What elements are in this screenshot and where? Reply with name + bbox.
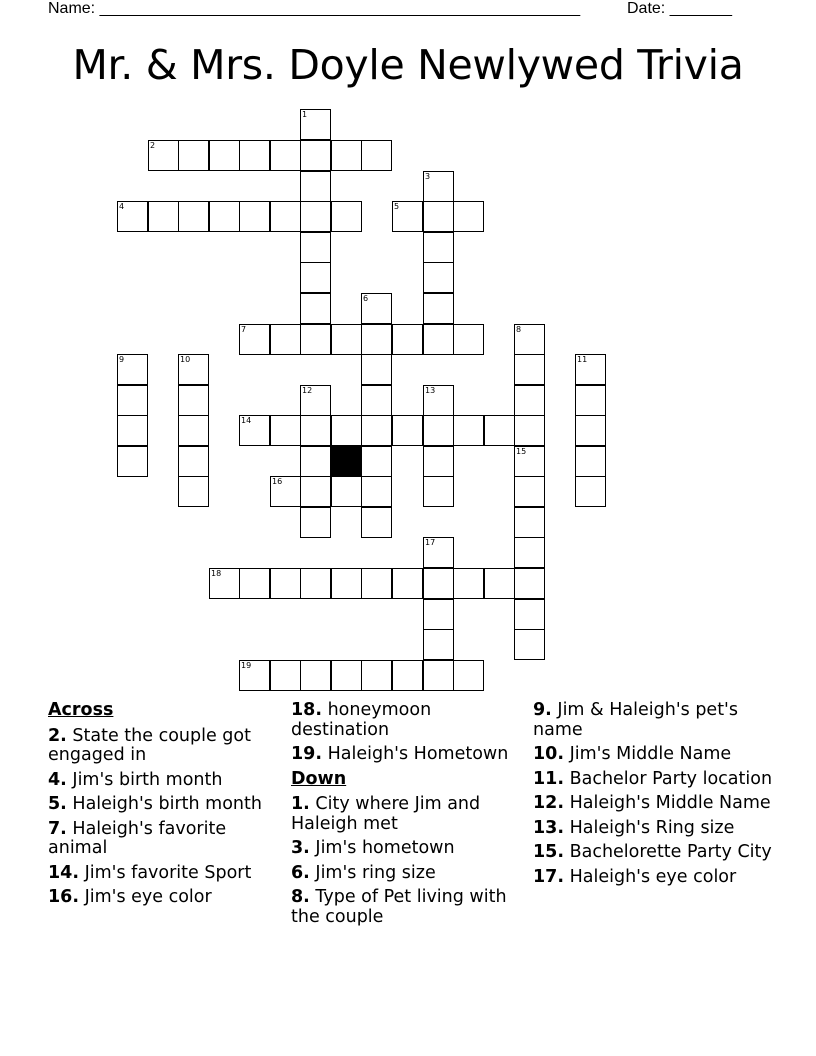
crossword-cell[interactable]: [514, 446, 545, 477]
crossword-cell[interactable]: [300, 568, 331, 599]
across-clue-5: 5. Haleigh's birth month: [48, 794, 262, 814]
crossword-cell[interactable]: [361, 324, 392, 355]
crossword-cell[interactable]: [361, 507, 392, 538]
crossword-cell[interactable]: [270, 415, 301, 446]
crossword-cell[interactable]: [239, 568, 270, 599]
date-field-label: Date: _______: [627, 0, 732, 17]
crossword-cell[interactable]: [453, 415, 484, 446]
crossword-cell[interactable]: [392, 415, 423, 446]
crossword-cell[interactable]: [239, 415, 270, 446]
down-clue-12: 12. Haleigh's Middle Name: [533, 793, 771, 813]
across-clue-16: 16. Jim's eye color: [48, 887, 212, 907]
crossword-cell[interactable]: [514, 354, 545, 385]
crossword-cell[interactable]: [209, 140, 240, 171]
crossword-cell[interactable]: [300, 293, 331, 324]
crossword-cell[interactable]: [300, 415, 331, 446]
crossword-cell[interactable]: [331, 140, 362, 171]
crossword-cell[interactable]: [575, 476, 606, 507]
crossword-cell[interactable]: [514, 507, 545, 538]
crossword-cell[interactable]: [270, 140, 301, 171]
crossword-cell[interactable]: [117, 201, 148, 232]
crossword-cell[interactable]: [117, 446, 148, 477]
crossword-cell[interactable]: [331, 201, 362, 232]
crossword-cell[interactable]: [178, 415, 209, 446]
crossword-cell[interactable]: [423, 385, 454, 416]
crossword-cell[interactable]: [361, 293, 392, 324]
clues-column-1: [48, 701, 278, 913]
crossword-cell[interactable]: [453, 324, 484, 355]
crossword-cell[interactable]: [331, 476, 362, 507]
crossword-cell[interactable]: [392, 660, 423, 691]
crossword-cell[interactable]: [361, 660, 392, 691]
crossword-cell[interactable]: [514, 324, 545, 355]
crossword-cell[interactable]: [300, 507, 331, 538]
crossword-cell[interactable]: [178, 476, 209, 507]
crossword-cell[interactable]: [361, 446, 392, 477]
crossword-cell[interactable]: [484, 415, 515, 446]
crossword-cell[interactable]: [300, 201, 331, 232]
crossword-cell[interactable]: [270, 660, 301, 691]
crossword-cell[interactable]: [423, 599, 454, 630]
crossword-cell[interactable]: [514, 568, 545, 599]
clue-number: 4: [119, 202, 125, 211]
crossword-cell[interactable]: [423, 660, 454, 691]
crossword-cell[interactable]: [575, 354, 606, 385]
crossword-cell[interactable]: [300, 171, 331, 202]
down-clue-8: 8. Type of Pet living with the couple: [291, 887, 507, 927]
clue-number: 12: [302, 386, 313, 395]
clues-column-3: [533, 701, 773, 892]
crossword-cell[interactable]: [423, 232, 454, 263]
across-clue-7: 7. Haleigh's favorite animal: [48, 818, 227, 858]
crossword-cell[interactable]: [178, 140, 209, 171]
crossword-cell[interactable]: [331, 660, 362, 691]
crossword-block-cell: [331, 446, 362, 477]
crossword-cell[interactable]: [575, 415, 606, 446]
crossword-cell[interactable]: [361, 140, 392, 171]
clue-number: 11: [577, 355, 588, 364]
crossword-cell[interactable]: [361, 568, 392, 599]
crossword-cell[interactable]: [331, 568, 362, 599]
crossword-cell[interactable]: [423, 629, 454, 660]
down-clue-11: 11. Bachelor Party location: [533, 768, 773, 789]
crossword-cell[interactable]: [300, 109, 331, 140]
crossword-cell[interactable]: [361, 476, 392, 507]
crossword-cell[interactable]: [453, 201, 484, 232]
crossword-cell[interactable]: [423, 262, 454, 293]
crossword-cell[interactable]: [392, 568, 423, 599]
crossword-cell[interactable]: [575, 446, 606, 477]
crossword-cell[interactable]: [178, 385, 209, 416]
down-clue-10: 10. Jim's Middle Name: [533, 744, 732, 764]
crossword-cell[interactable]: [148, 140, 179, 171]
crossword-cell[interactable]: [300, 324, 331, 355]
crossword-cell[interactable]: [514, 385, 545, 416]
crossword-cell[interactable]: [361, 415, 392, 446]
crossword-cell[interactable]: [361, 385, 392, 416]
crossword-cell[interactable]: [453, 568, 484, 599]
down-clue-6: 6. Jim's ring size: [291, 862, 436, 883]
across-clue-18: 18. honeymoon destination: [291, 700, 432, 740]
across-clue-19: 19. Haleigh's Hometown: [291, 744, 509, 764]
crossword-cell[interactable]: [117, 385, 148, 416]
clue-number: 10: [180, 355, 191, 364]
crossword-cell[interactable]: [239, 324, 270, 355]
crossword-cell[interactable]: [331, 415, 362, 446]
crossword-cell[interactable]: [423, 201, 454, 232]
down-heading: Down: [291, 768, 347, 789]
crossword-cell[interactable]: [300, 660, 331, 691]
crossword-cell[interactable]: [423, 537, 454, 568]
crossword-cell[interactable]: [117, 354, 148, 385]
puzzle-title: Mr. & Mrs. Doyle Newlywed Trivia: [72, 41, 744, 89]
across-heading: Across: [48, 700, 114, 720]
crossword-cell[interactable]: [392, 324, 423, 355]
down-clue-1: 1. City where Jim and Haleigh met: [291, 794, 481, 834]
crossword-cell[interactable]: [209, 568, 240, 599]
clue-number: 5: [394, 202, 400, 211]
down-clue-3: 3. Jim's hometown: [291, 838, 455, 858]
crossword-cell[interactable]: [484, 568, 515, 599]
crossword-cell[interactable]: [270, 201, 301, 232]
crossword-cell[interactable]: [423, 568, 454, 599]
clue-number: 9: [119, 355, 125, 364]
crossword-cell[interactable]: [361, 354, 392, 385]
clue-number: 17: [425, 538, 436, 547]
down-clue-17: 17. Haleigh's eye color: [533, 866, 737, 887]
crossword-cell[interactable]: [575, 385, 606, 416]
clue-number: 6: [363, 294, 369, 303]
clue-number: 13: [425, 386, 436, 395]
crossword-cell[interactable]: [423, 171, 454, 202]
clue-number: 19: [241, 661, 252, 670]
crossword-cell[interactable]: [300, 476, 331, 507]
crossword-cell[interactable]: [239, 140, 270, 171]
clue-number: 2: [150, 141, 156, 150]
clue-number: 7: [241, 325, 247, 334]
crossword-cell[interactable]: [300, 232, 331, 263]
crossword-cell[interactable]: [270, 476, 301, 507]
crossword-cell[interactable]: [300, 140, 331, 171]
clue-number: 1: [302, 110, 308, 119]
name-field-label: Name: ______________________________________________________: [48, 0, 581, 17]
crossword-cell[interactable]: [423, 324, 454, 355]
crossword-cell[interactable]: [423, 446, 454, 477]
crossword-cell[interactable]: [514, 476, 545, 507]
crossword-cell[interactable]: [178, 354, 209, 385]
clue-number: 18: [211, 569, 222, 578]
clue-number: 8: [516, 325, 522, 334]
crossword-cell[interactable]: [514, 537, 545, 568]
crossword-cell[interactable]: [453, 660, 484, 691]
crossword-cell[interactable]: [423, 293, 454, 324]
crossword-cell[interactable]: [300, 446, 331, 477]
down-clue-13: 13. Haleigh's Ring size: [533, 817, 735, 838]
crossword-cell[interactable]: [270, 324, 301, 355]
down-clue-15: 15. Bachelorette Party City: [533, 842, 772, 862]
crossword-cell[interactable]: [423, 476, 454, 507]
across-clue-2: 2. State the couple got engaged in: [48, 725, 251, 765]
clue-number: 3: [425, 172, 431, 181]
crossword-cell[interactable]: [514, 415, 545, 446]
crossword-cell[interactable]: [514, 629, 545, 660]
down-clue-9: 9. Jim & Haleigh's pet's name: [533, 700, 738, 740]
crossword-cell[interactable]: [300, 385, 331, 416]
crossword-cell[interactable]: [239, 660, 270, 691]
crossword-cell[interactable]: [239, 201, 270, 232]
crossword-cell[interactable]: [392, 201, 423, 232]
crossword-cell[interactable]: [148, 201, 179, 232]
crossword-cell[interactable]: [514, 599, 545, 630]
crossword-cell[interactable]: [300, 262, 331, 293]
clue-number: 15: [516, 447, 527, 456]
clues-column-2: [291, 701, 526, 932]
crossword-cell[interactable]: [117, 415, 148, 446]
across-clue-4: 4. Jim's birth month: [48, 769, 223, 790]
crossword-cell[interactable]: [270, 568, 301, 599]
crossword-cell[interactable]: [331, 324, 362, 355]
clue-number: 14: [241, 416, 252, 425]
crossword-cell[interactable]: [178, 446, 209, 477]
clue-number: 16: [272, 477, 283, 486]
crossword-cell[interactable]: [178, 201, 209, 232]
crossword-cell[interactable]: [209, 201, 240, 232]
across-clue-14: 14. Jim's favorite Sport: [48, 862, 252, 883]
crossword-cell[interactable]: [423, 415, 454, 446]
